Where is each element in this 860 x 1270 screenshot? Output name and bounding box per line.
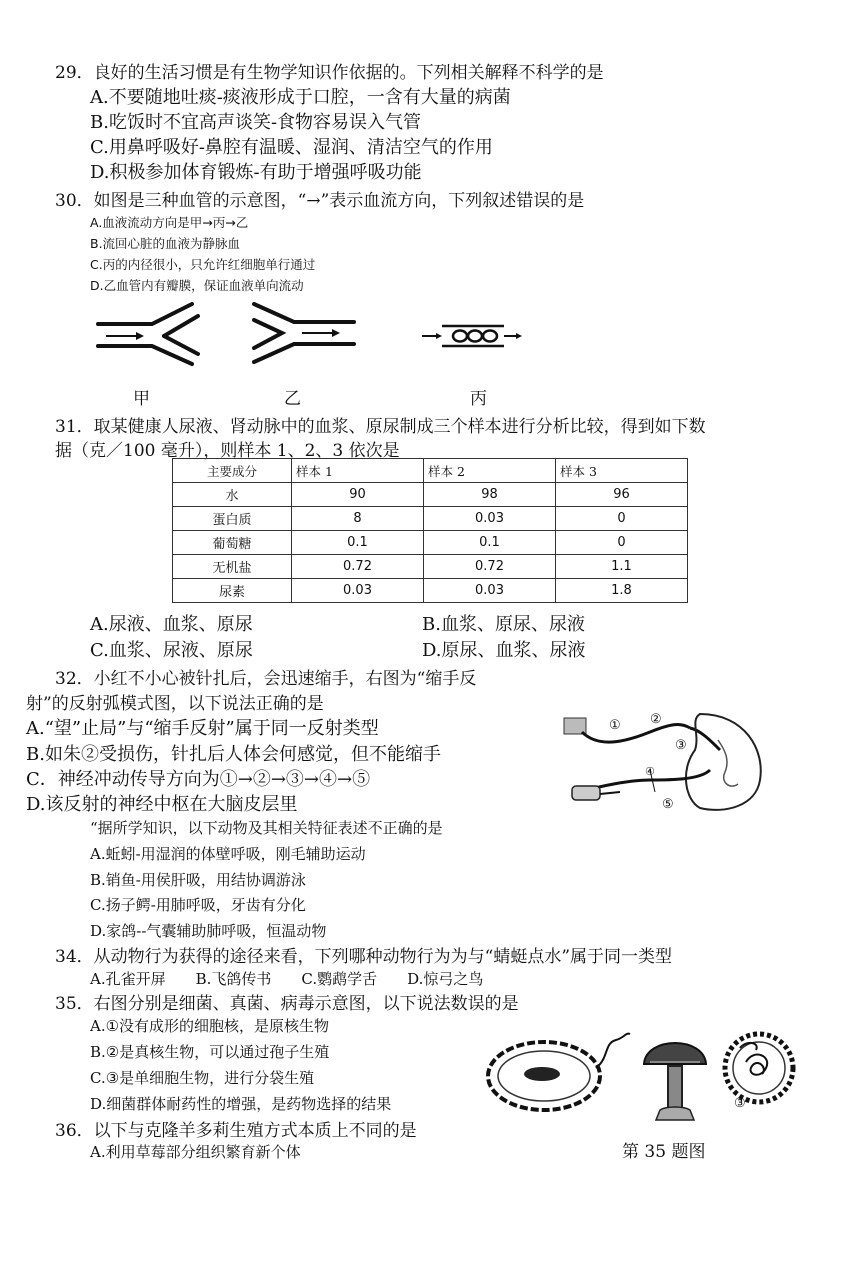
fig35-mark-3: ③ — [734, 1096, 746, 1111]
q30-option-b: B.流回心脏的血液为静脉血 — [90, 236, 241, 251]
table-header-cell: 主要成分 — [173, 459, 292, 483]
table-cell: 尿素 — [173, 579, 292, 603]
q32-stem-line1: 32．小红不小心被针扎后，会迅速缩手，右图为“缩手反 — [55, 669, 477, 689]
table-cell: 0.1 — [292, 531, 424, 555]
table-cell: 96 — [556, 483, 688, 507]
q33-option-b: B.销鱼-用侯肝吸，用结协调游泳 — [90, 871, 306, 889]
q36-stem: 36．以下与克隆羊多莉生殖方式本质上不同的是 — [55, 1121, 417, 1141]
table-cell: 1.8 — [556, 579, 688, 603]
label-bing: 丙 — [470, 389, 487, 409]
table-cell: 蛋白质 — [173, 507, 292, 531]
q31-option-a: A.尿液、血浆、原尿 — [90, 614, 253, 635]
q35-option-d: D.细菌群体耐药性的增强，是药物选择的结果 — [90, 1095, 392, 1113]
vessel-jia-figure — [92, 298, 222, 368]
q29-option-b: B.吃饭时不宜高声谈笑-食物容易误入气管 — [90, 112, 422, 133]
q29-option-d: D.积极参加体育锻炼-有助于增强呼吸功能 — [90, 162, 422, 183]
q33-option-d: D.家鸽--气囊辅助肺呼吸，恒温动物 — [90, 922, 327, 940]
table-cell: 0.72 — [424, 555, 556, 579]
q30-option-a: A.血液流动方向是甲→丙→乙 — [90, 215, 249, 230]
table-row — [173, 507, 688, 531]
q34-options: A.孔雀开屏 B.飞鸽传书 C.鹦鹉学舌 D.惊弓之鸟 — [90, 970, 484, 988]
q35-stem: 35．右图分别是细菌、真菌、病毒示意图，以下说法数误的是 — [55, 994, 519, 1014]
bacterium-figure — [484, 1028, 634, 1120]
table-cell: 8 — [292, 507, 424, 531]
q35-option-a: A.①没有成形的细胞核，是原核生物 — [90, 1017, 330, 1035]
q33-stem: “据所学知识，以下动物及其相关特征表述不正确的是 — [90, 819, 443, 837]
table-row — [173, 579, 688, 603]
q32-option-a: A.“望”止局”与“缩手反射”属于同一反射类型 — [26, 718, 379, 739]
q32-option-d: D.该反射的神经中枢在大脑皮层里 — [26, 794, 298, 815]
table-cell: 0 — [556, 531, 688, 555]
q33-option-a: A.蚯蚓-用湿润的体壁呼吸，刚毛辅助运动 — [90, 845, 366, 863]
table-cell: 0.1 — [424, 531, 556, 555]
q31-option-b: B.血浆、原尿、尿液 — [422, 614, 585, 635]
q32-option-c: C．神经冲动传导方向为①→②→③→④→⑤ — [26, 769, 371, 790]
table-cell: 无机盐 — [173, 555, 292, 579]
q30-option-c: C.丙的内径很小，只允许红细胞单行通过 — [90, 257, 316, 272]
q36-option-a: A.利用草莓部分组织繁育新个体 — [90, 1143, 301, 1161]
label-yi: 乙 — [284, 389, 301, 409]
q34-stem: 34．从动物行为获得的途径来看，下列哪种动物行为为与“蜻蜓点水”属于同一类型 — [55, 947, 673, 967]
table-cell: 1.1 — [556, 555, 688, 579]
reflex-mark-2: ② — [650, 712, 662, 727]
table-row — [173, 483, 688, 507]
q32-option-b: B.如朱②受损伤，针扎后人体会何感觉，但不能缩手 — [26, 744, 441, 765]
q30-option-d: D.乙血管内有瓣膜，保证血液单向流动 — [90, 278, 304, 293]
fig35-caption: 第 35 题图 — [622, 1142, 706, 1162]
q31-option-c: C.血浆、尿液、原尿 — [90, 640, 253, 661]
reflex-mark-1: ① — [609, 718, 621, 733]
vessel-yi-figure — [250, 298, 360, 368]
q31-option-d: D.原尿、血浆、尿液 — [422, 640, 586, 661]
table-row — [173, 555, 688, 579]
sample-table — [172, 458, 688, 603]
q31-stem-line1: 31．取某健康人尿液、肾动脉中的血浆、原尿制成三个样本进行分析比较，得到如下数 — [55, 417, 706, 437]
q32-stem-line2: 射”的反射弧模式图，以下说法正确的是 — [26, 694, 324, 714]
q29-option-c: C.用鼻呼吸好-鼻腔有温暖、湿润、清洁空气的作用 — [90, 137, 493, 158]
table-row — [173, 531, 688, 555]
reflex-mark-3: ③ — [675, 738, 687, 753]
q30-stem: 30．如图是三种血管的示意图，“→”表示血流方向，下列叙述错误的是 — [55, 191, 585, 211]
table-header-cell: 样本 1 — [292, 459, 424, 483]
label-jia: 甲 — [133, 389, 150, 409]
table-cell: 90 — [292, 483, 424, 507]
table-cell: 0.03 — [292, 579, 424, 603]
fungus-figure — [640, 1026, 710, 1126]
table-header-cell: 样本 2 — [424, 459, 556, 483]
q29-option-a: A.不要随地吐痰-痰液形成于口腔，一含有大量的病菌 — [90, 87, 511, 108]
reflex-mark-4: ④ — [645, 765, 655, 778]
table-cell: 0.03 — [424, 507, 556, 531]
reflex-mark-5: ⑤ — [662, 797, 674, 812]
table-cell: 0.03 — [424, 579, 556, 603]
table-cell: 98 — [424, 483, 556, 507]
table-cell: 葡萄糖 — [173, 531, 292, 555]
table-cell: 0.72 — [292, 555, 424, 579]
table-header-cell: 样本 3 — [556, 459, 688, 483]
q31-stem-line2: 据（克／100 毫升），则样本 1、2、3 依次是 — [55, 441, 400, 461]
virus-figure — [716, 1018, 802, 1118]
table-cell: 0 — [556, 507, 688, 531]
q33-option-c: C.扬子鳄-用肺呼吸，牙齿有分化 — [90, 896, 306, 914]
table-cell: 水 — [173, 483, 292, 507]
vessel-bing-figure — [420, 318, 526, 354]
q35-option-c: C.③是单细胞生物，进行分袋生殖 — [90, 1069, 315, 1087]
q35-option-b: B.②是真核生物，可以通过孢子生殖 — [90, 1043, 330, 1061]
table-header-row — [173, 459, 688, 483]
q29-stem: 29．良好的生活习惯是有生物学知识作依据的。下列相关解释不科学的是 — [55, 63, 604, 83]
